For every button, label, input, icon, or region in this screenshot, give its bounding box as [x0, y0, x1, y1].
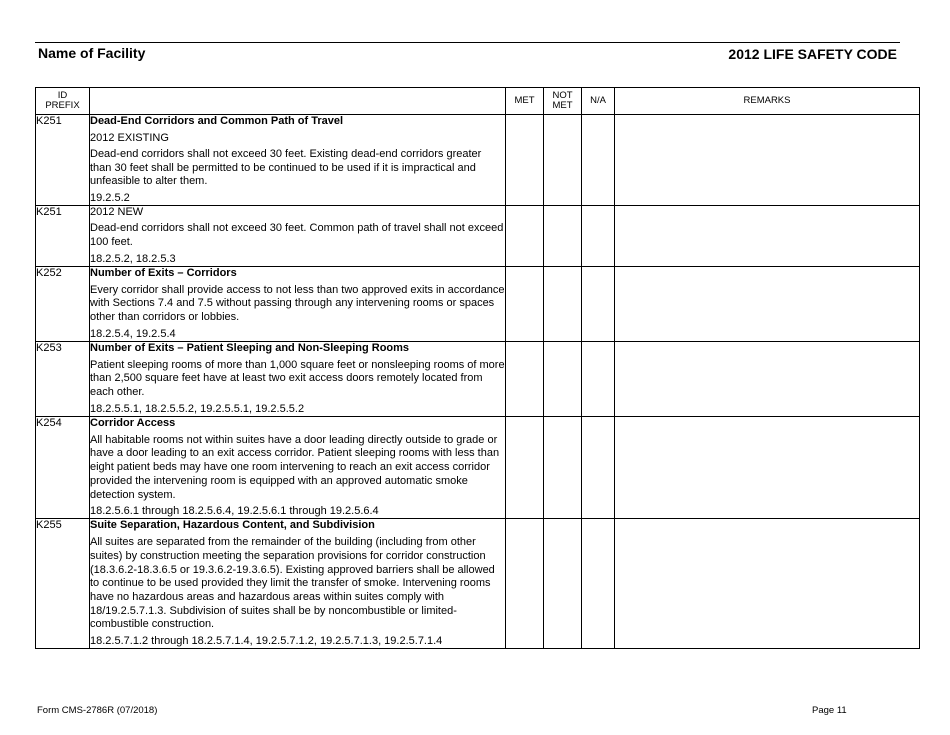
- facility-name-label: Name of Facility: [38, 45, 146, 61]
- not-met-cell[interactable]: [544, 519, 582, 649]
- na-cell[interactable]: [582, 416, 615, 519]
- not-met-cell[interactable]: [544, 266, 582, 341]
- not-met-cell[interactable]: [544, 341, 582, 416]
- row-reference: 18.2.5.7.1.2 through 18.2.5.7.1.4, 19.2.5.7.1.2, 19.2.5.7.1.3, 19.2.5.7.1.4: [90, 635, 443, 648]
- page-number: Page 11: [812, 705, 847, 716]
- table-row: [36, 416, 920, 519]
- remarks-header: REMARKS: [615, 88, 920, 115]
- form-number: Form CMS-2786R (07/2018): [37, 705, 158, 716]
- id-prefix-header: [36, 88, 90, 115]
- row-subtitle: 2012 EXISTING: [90, 132, 169, 144]
- row-text: Dead-end corridors shall not exceed 30 feet. Common path of travel shall not exceed 100 feet.: [90, 222, 504, 248]
- description-header: [90, 88, 506, 115]
- table-row: [36, 341, 920, 416]
- row-text: Dead-end corridors shall not exceed 30 feet. Existing dead-end corridors greater than 30 feet shall be permitted to be continued to be used if it is impractical and unfeasible to alter them.: [90, 148, 482, 188]
- not-met-cell[interactable]: [544, 115, 582, 206]
- remarks-cell[interactable]: [615, 519, 920, 649]
- not-met-cell[interactable]: [544, 206, 582, 266]
- row-title: Number of Exits – Corridors: [90, 266, 237, 279]
- row-title: Number of Exits – Patient Sleeping and Non-Sleeping Rooms: [90, 341, 410, 354]
- row-id: K253: [36, 341, 90, 416]
- table-row: [36, 115, 920, 206]
- row-title: Corridor Access: [90, 416, 176, 429]
- not-met-header-line1: NOT: [552, 90, 573, 101]
- table-header-row: [36, 88, 920, 115]
- row-description: [90, 266, 506, 341]
- table-row: [36, 206, 920, 266]
- row-id: K255: [36, 519, 90, 649]
- header-rule: [35, 42, 900, 43]
- na-cell[interactable]: [582, 115, 615, 206]
- not-met-cell[interactable]: [544, 416, 582, 519]
- remarks-cell[interactable]: [615, 115, 920, 206]
- na-header: N/A: [582, 88, 615, 115]
- met-cell[interactable]: [506, 519, 544, 649]
- met-cell[interactable]: [506, 266, 544, 341]
- remarks-cell[interactable]: [615, 341, 920, 416]
- row-description: [90, 519, 506, 649]
- na-cell[interactable]: [582, 341, 615, 416]
- table-row: [36, 519, 920, 649]
- row-description: [90, 206, 506, 266]
- row-id: K254: [36, 416, 90, 519]
- row-description: [90, 416, 506, 519]
- na-cell[interactable]: [582, 206, 615, 266]
- row-id: K251: [36, 115, 90, 206]
- met-cell[interactable]: [506, 206, 544, 266]
- met-cell[interactable]: [506, 115, 544, 206]
- id-header-line2: PREFIX: [45, 100, 80, 111]
- row-reference: 19.2.5.2: [90, 192, 130, 205]
- met-header: MET: [506, 88, 544, 115]
- row-title: Suite Separation, Hazardous Content, and Subdivision: [90, 519, 375, 532]
- row-id: K251: [36, 206, 90, 266]
- remarks-cell[interactable]: [615, 206, 920, 266]
- row-subtitle: 2012 NEW: [90, 206, 144, 219]
- row-text: Every corridor shall provide access to not less than two approved exits in accordance with Sections 7.4 and 7.5 without passing through any intervening rooms or spaces other than corridors or lobbies.: [90, 283, 505, 323]
- row-id: K252: [36, 266, 90, 341]
- row-reference: 18.2.5.6.1 through 18.2.5.6.4, 19.2.5.6.1 through 19.2.5.6.4: [90, 505, 379, 518]
- not-met-header-line2: MET: [552, 100, 573, 111]
- row-reference: 18.2.5.2, 18.2.5.3: [90, 252, 176, 265]
- remarks-cell[interactable]: [615, 416, 920, 519]
- met-cell[interactable]: [506, 416, 544, 519]
- row-title: Dead-End Corridors and Common Path of Travel: [90, 115, 344, 127]
- id-header-line1: ID: [57, 90, 68, 101]
- row-description: [90, 341, 506, 416]
- row-description: [90, 115, 506, 206]
- table-row: [36, 266, 920, 341]
- row-text: All suites are separated from the remainder of the building (including from other suites) by construction meeting the separation provisions for corridor construction (18.3.6.2-18.3.6.5 or 19.3.6.2-19.3.6.5). Existing approved barriers shall be allowed to continue to be used provided they limit the transfer of smoke. Intervening rooms have no hazardous areas and hazardous areas within suites comply with 18/19.2.5.7.1.3. Subdivision of suites shall be by noncombustible or limited-combustible construction.: [90, 536, 495, 631]
- row-text: All habitable rooms not within suites have a door leading directly outside to grade or have a door leading to an exit access corridor. Patient sleeping rooms with less than eight patient beds may have one room intervening to reach an exit access corridor provided the intervening room is equipped with an approved automatic smoke detection system.: [90, 433, 500, 501]
- met-cell[interactable]: [506, 341, 544, 416]
- code-title: 2012 LIFE SAFETY CODE: [728, 46, 897, 62]
- checklist-table: [35, 87, 920, 649]
- not-met-header: [544, 88, 582, 115]
- row-reference: 18.2.5.5.1, 18.2.5.5.2, 19.2.5.5.1, 19.2.5.5.2: [90, 402, 305, 415]
- na-cell[interactable]: [582, 519, 615, 649]
- na-cell[interactable]: [582, 266, 615, 341]
- row-text: Patient sleeping rooms of more than 1,000 square feet or nonsleeping rooms of more than 2,500 square feet have at least two exit access doors remotely located from each other.: [90, 358, 505, 399]
- remarks-cell[interactable]: [615, 266, 920, 341]
- row-reference: 18.2.5.4, 19.2.5.4: [90, 327, 176, 340]
